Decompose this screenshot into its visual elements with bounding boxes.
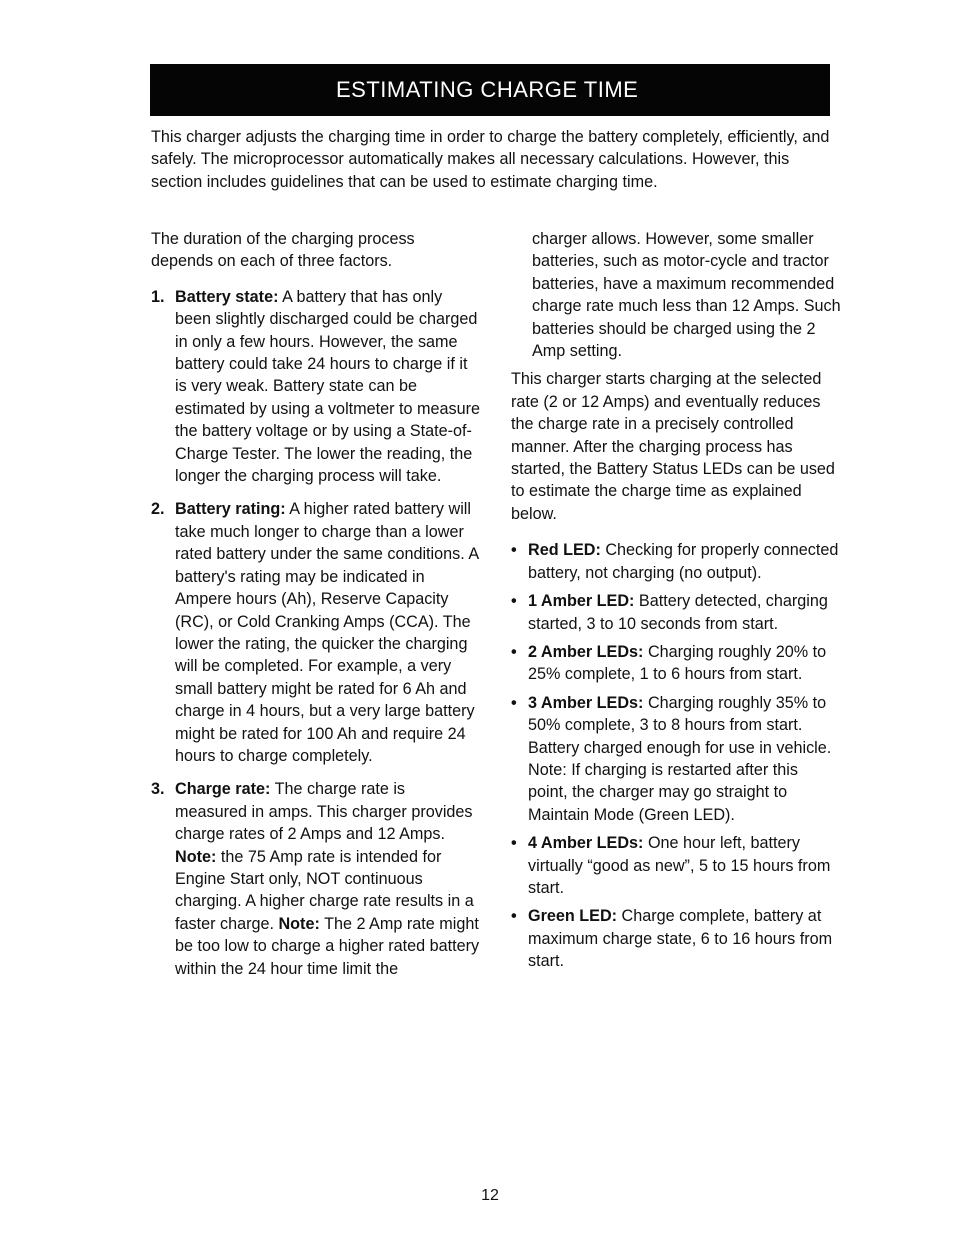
led-label: Red LED: [528, 541, 601, 560]
factors-lead-in: The duration of the charging process depends on each of three factors. [151, 230, 415, 271]
led-description: Charge complete, battery at maximum charge state, 6 to 16 hours from start. [528, 907, 833, 971]
factor-charge-rate [151, 778, 481, 980]
led-description: Checking for properly connected battery, not charging (no output). [528, 541, 839, 582]
bullet-icon: • [511, 541, 517, 560]
factor-number: 2. [151, 500, 165, 519]
factor-text: The charge rate is measured in amps. This charger provides charge rates of 2 Amps and 12 Amps. [175, 780, 473, 844]
led-status-list [511, 539, 841, 972]
factor-text: the 75 Amp rate is intended for Engine Start only, NOT continuous charging. A higher charge rate results in a faster charge. [175, 847, 474, 933]
led-item-1-amber [511, 590, 841, 635]
factor-term: Battery state: [175, 287, 279, 306]
section-header-banner [150, 64, 830, 116]
led-label: Green LED: [528, 907, 618, 926]
led-description: Battery detected, charging started, 3 to 10 seconds from start. [528, 592, 828, 633]
led-item-green [511, 905, 841, 972]
factor-battery-rating [151, 498, 481, 767]
led-description: Charging roughly 35% to 50% complete, 3 to 8 hours from start. Battery charged enough for use in vehicle. Note: If charging is restarted after this point, the charger may go straight to Maintain Mode (Green LED). [528, 693, 832, 824]
factor-term: Battery rating: [175, 500, 286, 519]
factor-number: 3. [151, 780, 165, 799]
charge-rate-continuation: charger allows. However, some smaller batteries, such as motor-cycle and tractor batteries, have a maximum recommended charge rate much less than 12 Amps. Such batteries should be charged using the 2 Amp setting. [532, 230, 841, 361]
factor-battery-state [151, 286, 481, 488]
page-number: 12 [481, 1187, 499, 1204]
factor-text: A battery that has only been slightly discharged could be charged in only a few hours. However, the same battery could take 24 hours to charge if it is very weak. Battery state can be estimated by using a voltmeter to measure the battery voltage or by using a State-of-Charge Tester. The lower the reading, the longer the charging process will take. [175, 287, 481, 486]
factor-text: The 2 Amp rate might be too low to charge a higher rated battery within the 24 hour time limit the [175, 914, 480, 978]
led-item-red [511, 539, 841, 584]
bullet-icon: • [511, 907, 517, 926]
section-title: ESTIMATING CHARGE TIME [336, 77, 639, 102]
led-item-3-amber [511, 692, 841, 826]
intro-paragraph: This charger adjusts the charging time in order to charge the battery completely, efficiently, and safely. The microprocessor automatically makes all necessary calculations. However, this section includes guidelines that can be used to estimate charging time. [151, 128, 830, 191]
factor-text: A higher rated battery will take much longer to charge than a lower rated battery under the same conditions. A battery's rating may be indicated in Ampere hours (Ah), Reserve Capacity (RC), or Cold Cranking Amps (CCA). The lower the rating, the quicker the charging will be completed. For example, a very small battery might be rated for 6 Ah and charge in 4 hours, but a very large battery might be rated for 100 Ah and require 24 hours to charge completely. [175, 500, 479, 765]
led-label: 2 Amber LEDs: [528, 642, 644, 661]
bullet-icon: • [511, 642, 517, 661]
factor-term: Charge rate: [175, 780, 271, 799]
led-label: 1 Amber LED: [528, 592, 635, 611]
led-label: 3 Amber LEDs: [528, 693, 644, 712]
bullet-icon: • [511, 592, 517, 611]
led-item-4-amber [511, 832, 841, 899]
bullet-icon: • [511, 834, 517, 853]
led-label: 4 Amber LEDs: [528, 834, 644, 853]
charging-process-paragraph: This charger starts charging at the selected rate (2 or 12 Amps) and eventually reduces the charge rate in a precisely controlled manner. After the charging process has started, the Battery Status LEDs can be used to estimate the charge time as explained below. [511, 370, 835, 523]
bullet-icon: • [511, 693, 517, 712]
note-label: Note: [175, 847, 217, 866]
led-description: One hour left, battery virtually “good as new”, 5 to 15 hours from start. [528, 834, 831, 897]
left-column [151, 228, 481, 980]
led-item-2-amber [511, 641, 841, 686]
note-label: Note: [278, 914, 320, 933]
led-description: Charging roughly 20% to 25% complete, 1 to 6 hours from start. [528, 642, 827, 684]
right-column [511, 228, 841, 973]
factor-number: 1. [151, 287, 165, 306]
